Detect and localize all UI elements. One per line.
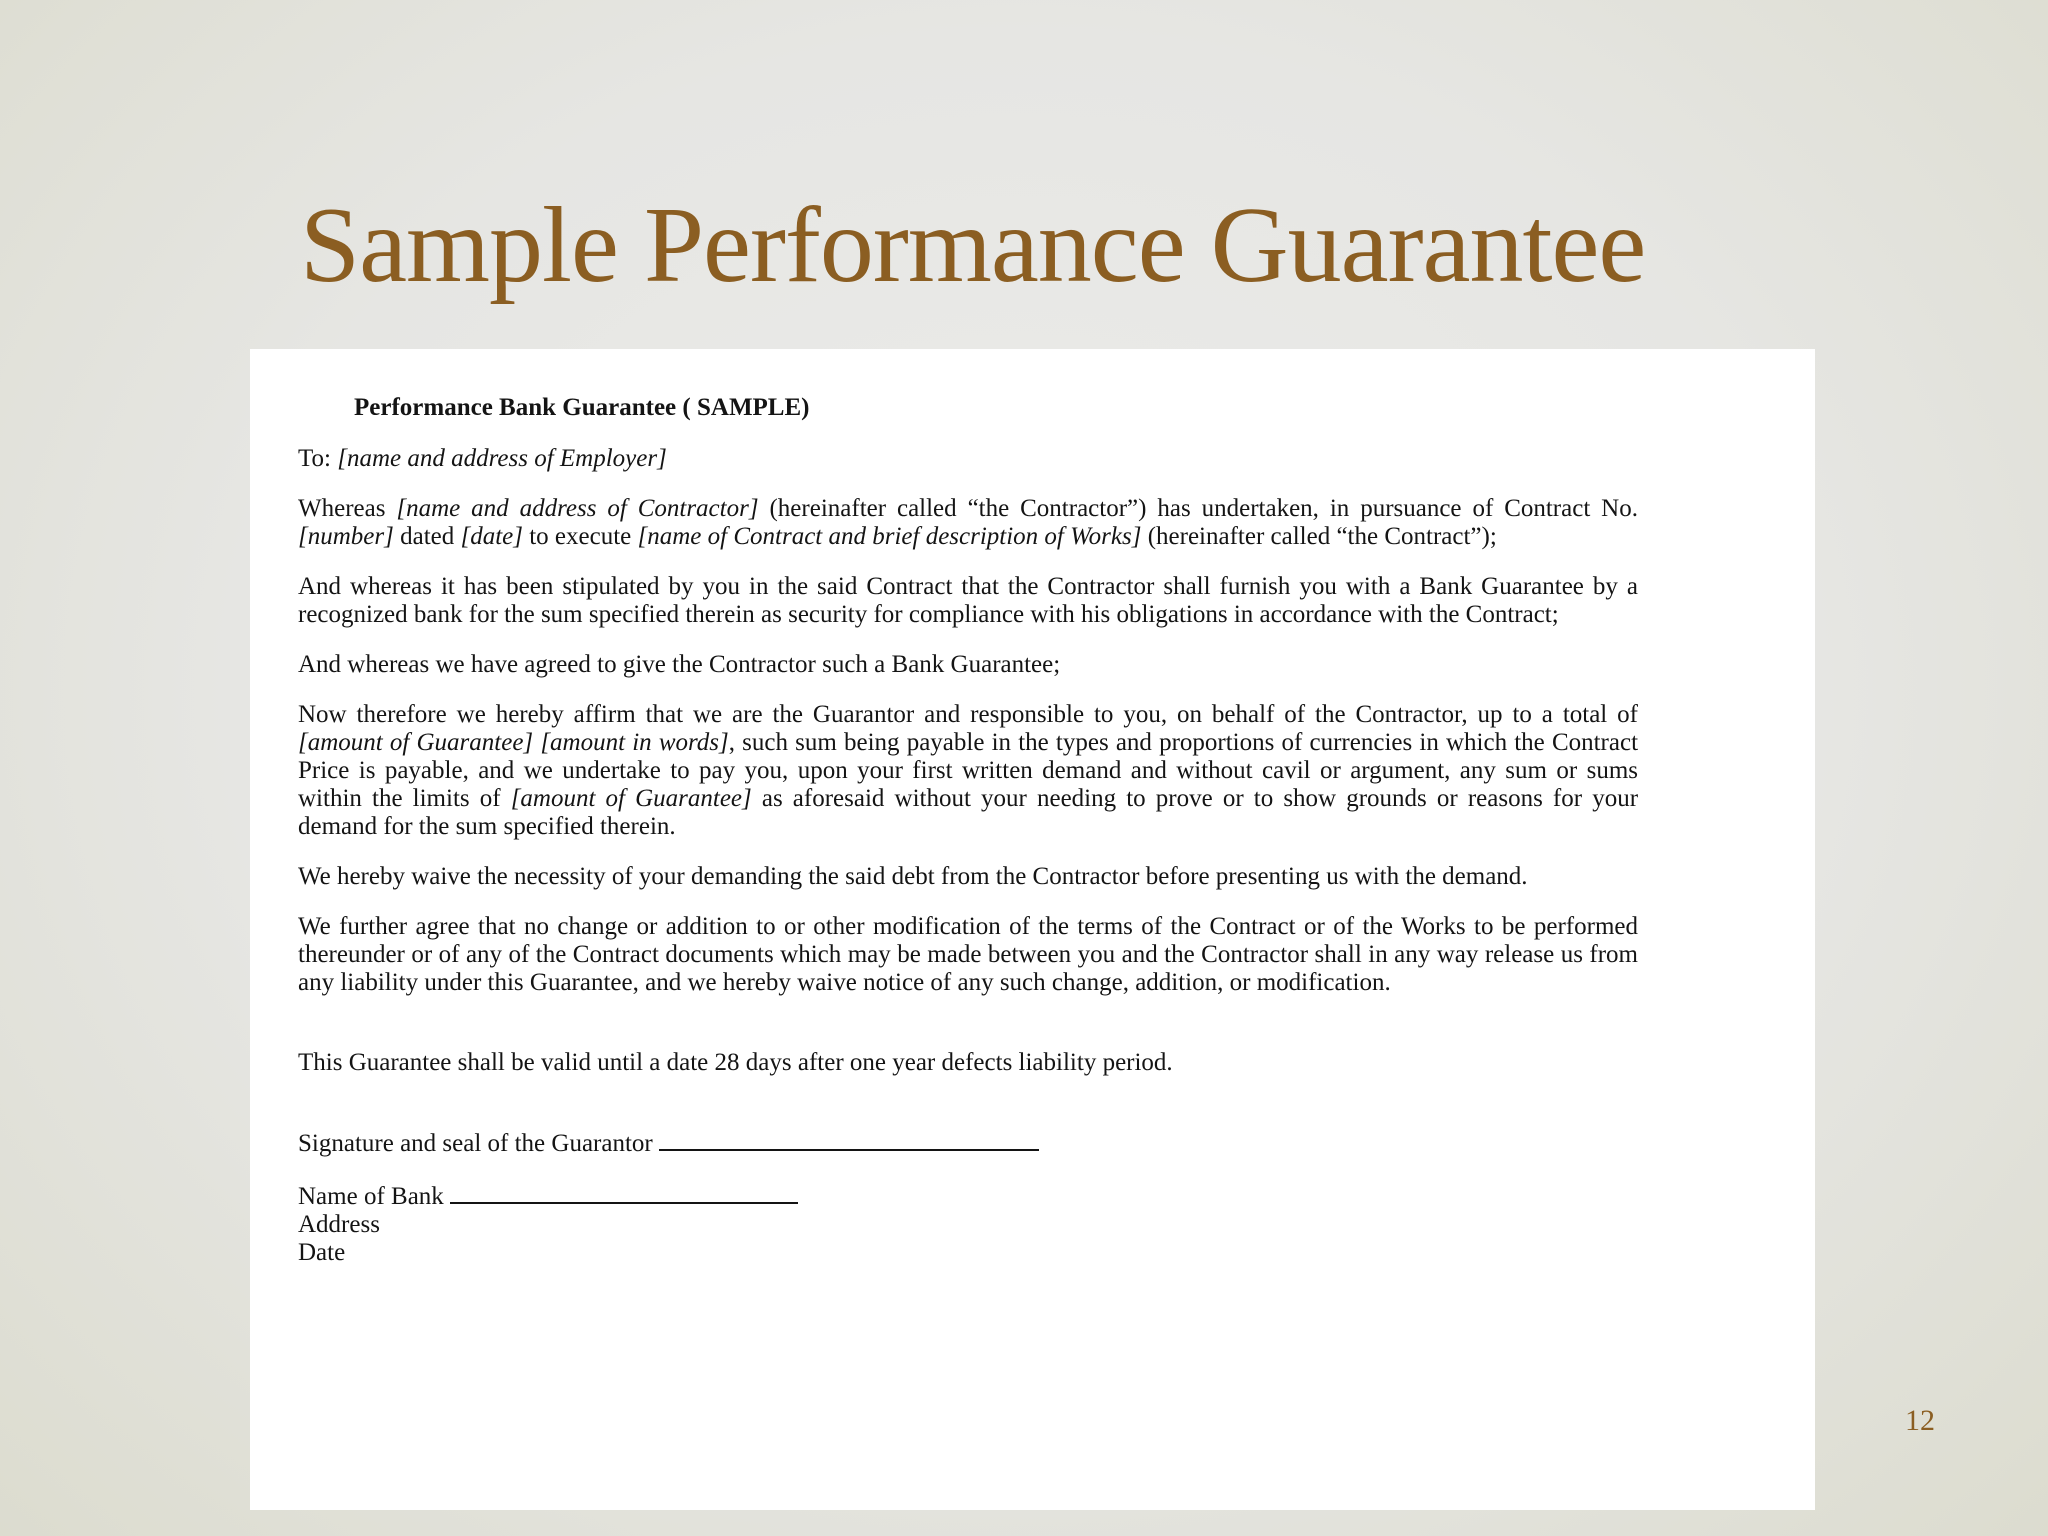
p1-text-a: Whereas (298, 495, 397, 522)
address-label: Address (298, 1211, 380, 1238)
document-body (298, 393, 1638, 1267)
p4-placeholder-amount-2: [amount of Guarantee] (510, 785, 752, 812)
to-label: To: (298, 445, 331, 472)
p1-placeholder-number: [number] (298, 523, 394, 550)
p1-text-c: (hereinafter called “the Contractor”) has undertaken, in pursuance of Contract No. (758, 495, 1638, 522)
p4-placeholder-amount-words: [amount in words] (540, 729, 729, 756)
p1-text-i: (hereinafter called “the Contract”); (1141, 523, 1497, 550)
p1-text-e: dated (393, 523, 461, 550)
bank-line (298, 1180, 1638, 1211)
date-label: Date (298, 1239, 346, 1266)
document-image (250, 349, 1815, 1510)
paragraph-waive: We hereby waive the necessity of your demanding the said debt from the Contractor before presenting us with the demand. (298, 863, 1528, 890)
p4-text-g: as aforesaid without your needing to prove or to show grounds or reasons for your demand for the sum specified therein. (298, 785, 1639, 840)
p1-placeholder-contract: [name of Contract and brief description of Works] (637, 523, 1142, 550)
signature-label: Signature and seal of the Guarantor (298, 1130, 653, 1157)
p4-text-e: , such sum being payable in the types and proportions of currencies in which the Contract Price is payable, and we undertake to pay you, upon your first written demand and without cavil or argument, any sum or sums within the limits of (298, 729, 1639, 812)
to-line (298, 445, 1638, 473)
paragraph-validity: This Guarantee shall be valid until a date 28 days after one year defects liability period. (298, 1049, 1173, 1076)
paragraph-agreed: And whereas we have agreed to give the Contractor such a Bank Guarantee; (298, 651, 1061, 678)
signature-blank (659, 1127, 1039, 1151)
bank-blank (450, 1180, 798, 1204)
to-value: [name and address of Employer] (337, 445, 667, 472)
paragraph-whereas-contractor (298, 495, 1638, 551)
signature-line (298, 1127, 1638, 1158)
slide-title: Sample Performance Guarantee (300, 186, 1646, 305)
paragraph-stipulated: And whereas it has been stipulated by you in the said Contract that the Contractor shall furnish you with a Bank Guarantee by a recognized bank for the sum specified therein as security for compliance with his obligations in accordance with the Contract; (298, 573, 1638, 628)
p4-placeholder-amount: [amount of Guarantee] (298, 729, 534, 756)
document-heading: Performance Bank Guarantee ( SAMPLE) (354, 394, 810, 421)
p4-text-a: Now therefore we hereby affirm that we are the Guarantor and responsible to you, on behalf of the Contractor, up to a total of (298, 701, 1638, 728)
paragraph-further-agree: We further agree that no change or addition to or other modification of the terms of the Contract or of the Works to be performed thereunder or of any of the Contract documents which may be made between you and the Contractor shall in any way release us from any liability under this Guarantee, and we hereby waive notice of any such change, addition, or modification. (298, 913, 1638, 996)
p1-placeholder-contractor: [name and address of Contractor] (396, 495, 759, 522)
p1-placeholder-date: [date] (460, 523, 523, 550)
bank-label: Name of Bank (298, 1183, 444, 1210)
p1-text-g: to execute (522, 523, 638, 550)
paragraph-now-therefore (298, 701, 1638, 841)
page-number: 12 (1905, 1404, 1935, 1437)
